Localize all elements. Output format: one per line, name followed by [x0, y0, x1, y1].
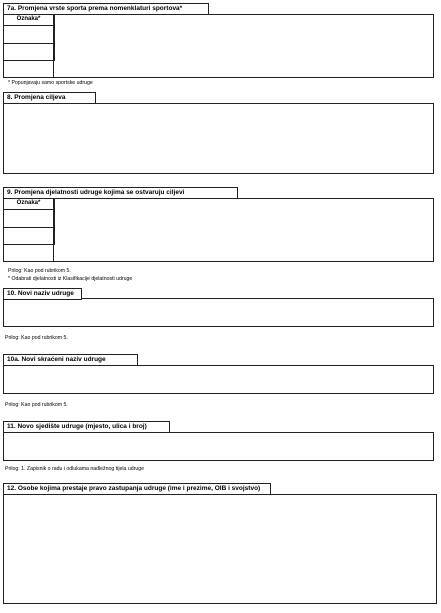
section-9-code-field-1[interactable]: [3, 210, 55, 228]
section-10-attachment: Prilog: Kao pod rubrikom 5.: [5, 335, 68, 341]
section-7a-footnote: * Popunjavaju samo sportske udruge: [8, 80, 93, 86]
section-9-footnote: * Odabrati djelatnosti iz Klasifikacije djelatnosti udruge: [8, 276, 133, 282]
section-7a-code-field-2[interactable]: [3, 44, 55, 61]
section-10a-text-field[interactable]: [3, 365, 434, 394]
section-12-title: 12. Osobe kojima prestaje pravo zastupanja udruge (ime i prezime, OIB i svojstvo): [3, 483, 271, 495]
section-10a-title: 10a. Novi skraćeni naziv udruge: [3, 354, 138, 366]
section-10-title: 10. Novi naziv udruge: [3, 288, 82, 300]
section-7a-text-field[interactable]: [55, 15, 433, 77]
section-8-text-field[interactable]: [3, 103, 434, 174]
section-7a-code-field-1[interactable]: [3, 26, 55, 44]
section-11-attachment: Prilog: 1. Zapisnik o radu i odlukama nadležnog tijela udruge: [5, 466, 144, 472]
section-8-title: 8. Promjena ciljeva: [3, 92, 96, 104]
section-11-text-field[interactable]: [3, 432, 434, 461]
section-7a-code-field-3[interactable]: [3, 61, 54, 78]
section-9-code-field-3[interactable]: [3, 245, 54, 262]
section-9-code-field-2[interactable]: [3, 228, 55, 245]
section-10-text-field[interactable]: [3, 298, 434, 327]
section-11-title: 11. Novo sjedište udruge (mjesto, ulica i broj): [3, 421, 170, 433]
section-9-code-header: Oznaka*: [3, 198, 55, 210]
section-7a-code-header: Oznaka*: [3, 14, 55, 26]
section-9-attachment: Prilog: Kao pod rubrikom 5.: [8, 268, 71, 274]
section-7a-title: 7a. Promjena vrste sporta prema nomenklaturi sportova*: [3, 3, 209, 15]
section-10a-attachment: Prilog: Kao pod rubrikom 5.: [5, 402, 68, 408]
section-9-text-field[interactable]: [55, 199, 433, 261]
section-12-text-field[interactable]: [3, 494, 437, 604]
section-9-title: 9. Promjena djelatnosti udruge kojima se ostvaruju ciljevi: [3, 187, 238, 199]
